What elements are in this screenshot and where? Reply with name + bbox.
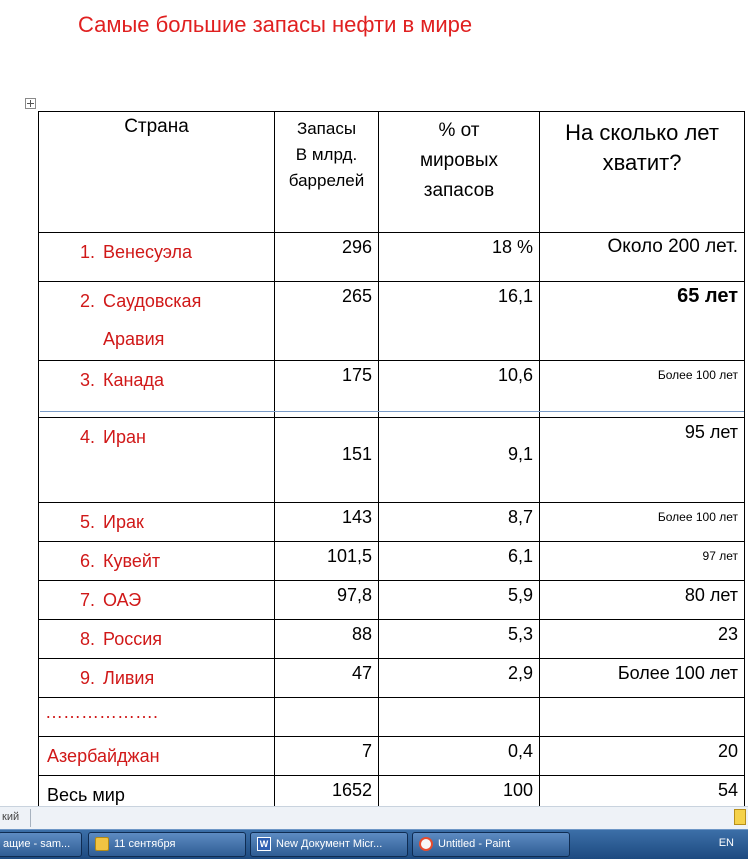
share-cell[interactable]: 5,3 — [379, 620, 540, 659]
share-cell[interactable]: 0,4 — [379, 737, 540, 776]
table-row — [39, 737, 745, 776]
taskbar-item-label: ащие - sam... — [3, 838, 71, 850]
years-cell[interactable]: 54 — [540, 776, 745, 815]
document-title: Самые большие запасы нефти в мире — [78, 12, 473, 37]
country-cell[interactable]: 4. Иран — [39, 418, 275, 503]
notes-icon[interactable] — [734, 809, 746, 825]
reserves-cell[interactable]: 151 — [275, 418, 379, 503]
table-row — [39, 581, 745, 620]
taskbar — [0, 829, 748, 859]
share-cell[interactable]: 2,9 — [379, 659, 540, 698]
share-cell[interactable]: 100 — [379, 776, 540, 815]
status-separator — [30, 809, 31, 827]
taskbar-item-paint[interactable] — [412, 832, 570, 857]
taskbar-item-label: 11 сентября — [114, 838, 176, 850]
header-reserves[interactable]: Запасы В млрд. баррелей — [275, 112, 379, 233]
country-cell[interactable]: Весь мир — [39, 776, 275, 815]
reserves-cell[interactable]: 47 — [275, 659, 379, 698]
table-row — [39, 418, 745, 503]
years-cell[interactable]: Более 100 лет — [540, 659, 745, 698]
reserves-cell[interactable]: 265 — [275, 282, 379, 361]
share-cell[interactable]: 8,7 — [379, 503, 540, 542]
taskbar-item-label: Untitled - Paint — [438, 838, 511, 850]
word-icon: W — [257, 837, 271, 851]
years-cell[interactable]: 23 — [540, 620, 745, 659]
table-row-ellipsis — [39, 698, 745, 737]
years-cell[interactable]: Более 100 лет — [540, 503, 745, 542]
taskbar-item-folder[interactable] — [88, 832, 246, 857]
language-indicator[interactable]: EN — [718, 837, 734, 849]
country-cell[interactable]: 8. Россия — [39, 620, 275, 659]
status-bar — [0, 806, 748, 829]
table-row — [39, 620, 745, 659]
reserves-cell[interactable]: 7 — [275, 737, 379, 776]
taskbar-item-word[interactable] — [250, 832, 408, 857]
country-cell[interactable]: 6. Кувейт — [39, 542, 275, 581]
reserves-cell[interactable]: 175 — [275, 361, 379, 418]
table-row — [39, 542, 745, 581]
share-cell[interactable]: 5,9 — [379, 581, 540, 620]
share-cell[interactable]: 10,6 — [379, 361, 540, 418]
table-row — [39, 503, 745, 542]
years-cell[interactable]: Около 200 лет. — [540, 233, 745, 282]
country-cell[interactable]: 9. Ливия — [39, 659, 275, 698]
ellipsis-cell[interactable]: ………………. — [39, 698, 275, 737]
reserves-cell[interactable]: 88 — [275, 620, 379, 659]
reserves-cell[interactable]: 143 — [275, 503, 379, 542]
years-cell[interactable]: 97 лет — [540, 542, 745, 581]
reserves-cell[interactable]: 101,5 — [275, 542, 379, 581]
years-cell[interactable]: 80 лет — [540, 581, 745, 620]
country-cell[interactable]: 3. Канада — [39, 361, 275, 418]
oil-reserves-table — [38, 111, 745, 815]
country-cell[interactable]: 5. Ирак — [39, 503, 275, 542]
country-cell[interactable]: Азербайджан — [39, 737, 275, 776]
years-cell[interactable]: Более 100 лет — [540, 361, 745, 418]
reserves-cell[interactable]: 97,8 — [275, 581, 379, 620]
years-cell[interactable]: 95 лет — [540, 418, 745, 503]
years-cell[interactable]: 65 лет — [540, 282, 745, 361]
status-label: кий — [2, 811, 20, 823]
empty-cell[interactable] — [540, 698, 745, 737]
reserves-cell[interactable]: 296 — [275, 233, 379, 282]
table-row — [39, 659, 745, 698]
page-break-line — [40, 411, 744, 412]
header-country[interactable]: Страна — [39, 112, 275, 233]
table-row — [39, 233, 745, 282]
taskbar-item-presentation[interactable] — [0, 832, 82, 857]
empty-cell[interactable] — [275, 698, 379, 737]
country-cell[interactable]: 7. ОАЭ — [39, 581, 275, 620]
table-row — [39, 361, 745, 418]
header-years[interactable]: На сколько лет хватит? — [540, 112, 745, 233]
share-cell[interactable]: 18 % — [379, 233, 540, 282]
share-cell[interactable]: 9,1 — [379, 418, 540, 503]
table-header-row — [39, 112, 745, 233]
folder-icon — [95, 837, 109, 851]
country-cell[interactable]: 1. Венесуэла — [39, 233, 275, 282]
share-cell[interactable]: 16,1 — [379, 282, 540, 361]
table-move-handle-icon[interactable] — [25, 98, 36, 109]
country-cell[interactable]: 2. Саудовская Аравия — [39, 282, 275, 361]
paint-icon — [419, 837, 433, 851]
reserves-cell[interactable]: 1652 — [275, 776, 379, 815]
taskbar-item-label: New Документ Micr... — [276, 838, 383, 850]
header-share[interactable]: % от мировых запасов — [379, 112, 540, 233]
years-cell[interactable]: 20 — [540, 737, 745, 776]
table-row — [39, 282, 745, 361]
share-cell[interactable]: 6,1 — [379, 542, 540, 581]
empty-cell[interactable] — [379, 698, 540, 737]
